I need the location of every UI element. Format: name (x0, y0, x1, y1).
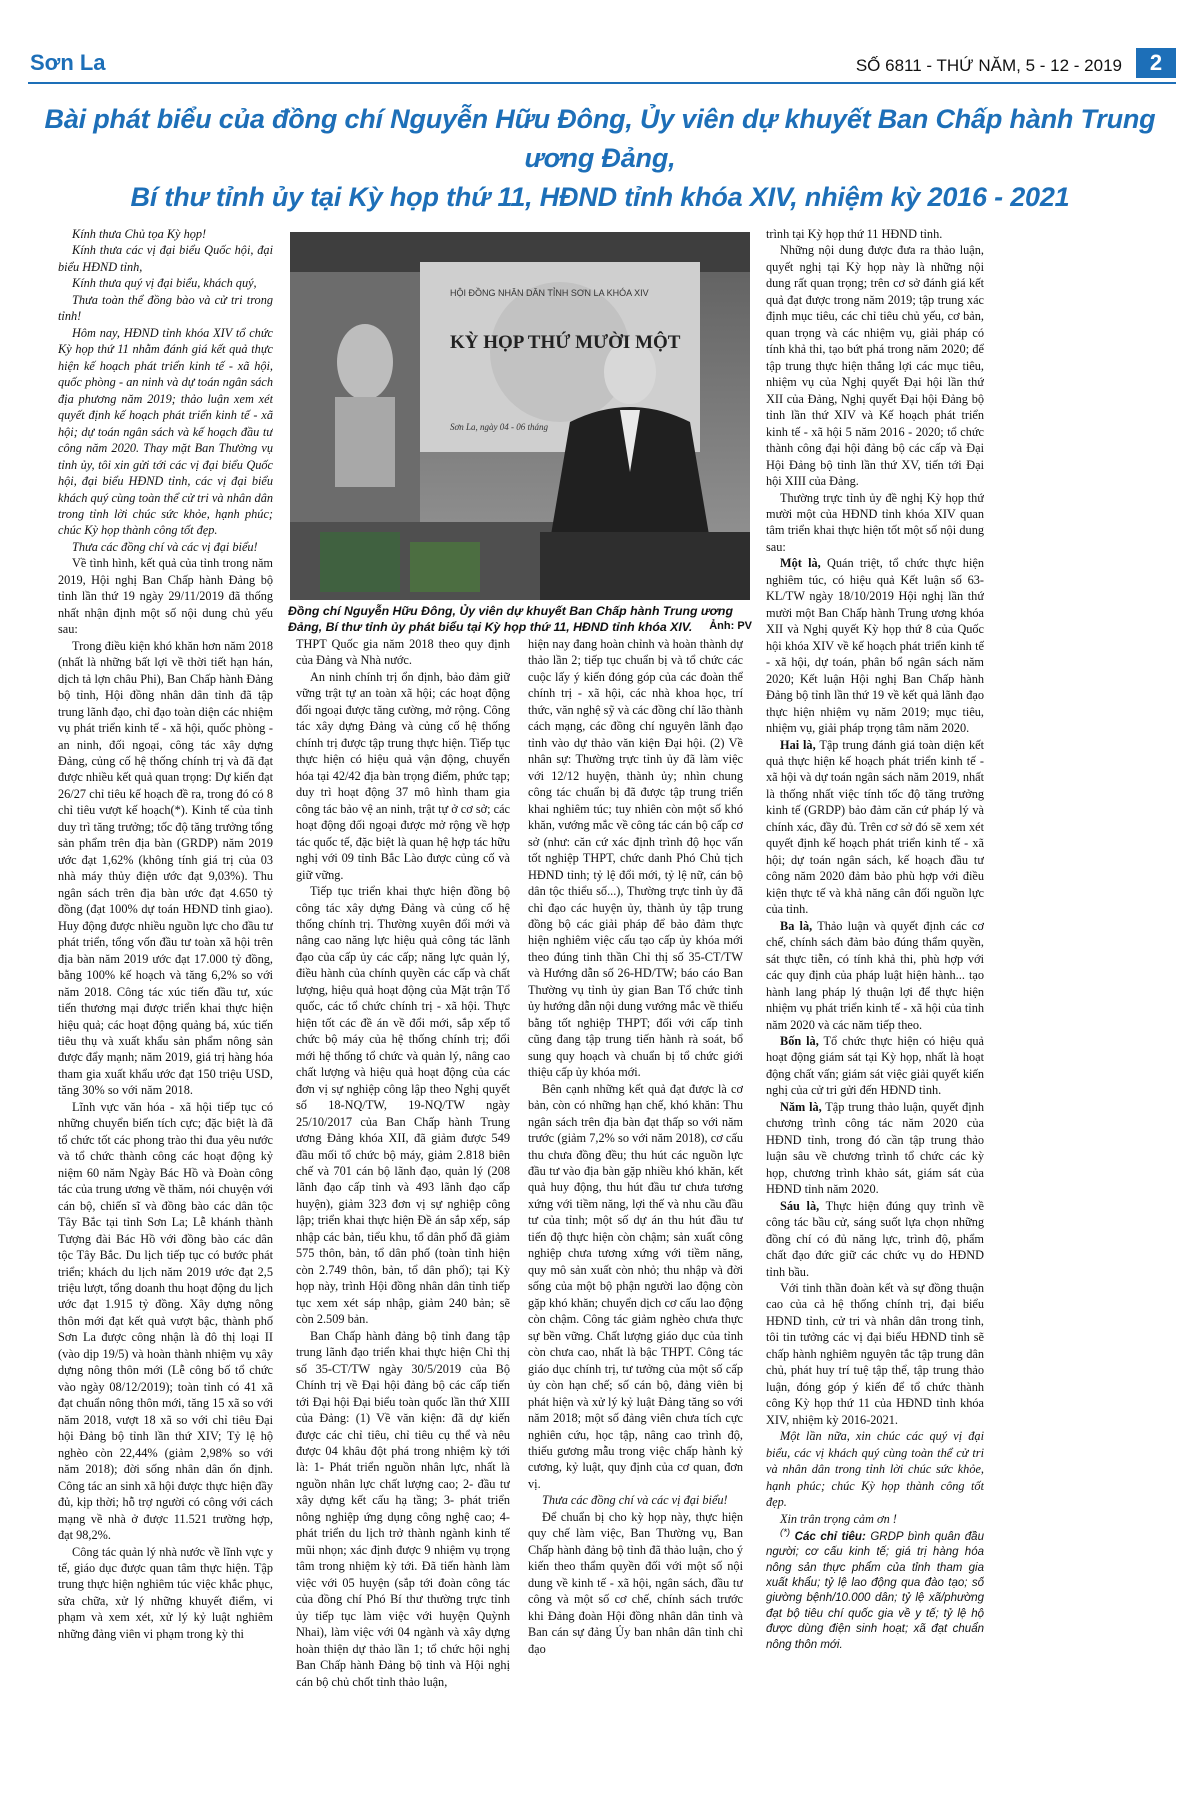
intro-paragraph: Hôm nay, HĐND tỉnh khóa XIV tổ chức Kỳ họp thứ 11 nhằm đánh giá kết quả thực hiện kế hoạch phát triển kinh tế - xã hội, quốc phòng - an ninh và dự toán ngân sách địa phương năm 2019; thảo luận xem xét quyết định kế hoạch phát triển kinh tế - xã hội; dự toán ngân sách và kế hoạch đầu tư công năm 2020. Thay mặt Ban Thường vụ tỉnh ủy, tôi xin gửi tới các vị đại biểu Quốc hội, đại biểu HĐND tỉnh, các vị đại biểu khách quý cùng toàn thể cử tri và nhân dân trong tỉnh lời chúc sức khỏe, hạnh phúc; chúc Kỳ họp thành công tốt đẹp. (58, 325, 273, 538)
column-3 (528, 636, 743, 1754)
paragraph: Thường trực tỉnh ủy đề nghị Kỳ họp thứ mười một của HĐND tỉnh khóa XIV quan tâm triển khai thực hiện tốt một số nội dung sau: (766, 490, 984, 554)
title-line-1: Bài phát biểu của đồng chí Nguyễn Hữu Đông, Ủy viên dự khuyết Ban Chấp hành Trung ương Đảng, (44, 104, 1156, 174)
list-item-2 (766, 737, 984, 918)
header-rule (28, 82, 1176, 84)
list-lead: Ba là, (780, 918, 813, 933)
footnote (766, 1527, 984, 1653)
list-item-3 (766, 918, 984, 1033)
photo-backdrop-line-2: KỲ HỌP THỨ MƯỜI MỘT (450, 332, 681, 353)
list-text: Quán triệt, tổ chức thực hiện nghiêm túc, có hiệu quả Kết luận số 63-KL/TW ngày 18/10/2019 Hội nghị lần thứ mười một Ban Chấp hành Trung ương khóa XII và Nghị quyết Kỳ họp thứ 8 của Quốc hội khóa XIV về kế hoạch phát triển kinh tế - xã hội, dự toán, phân bổ ngân sách năm 2020; Kết luận Hội nghị Ban Chấp hành Đảng bộ tỉnh lần thứ 19 về kết quả lãnh đạo thực hiện nhiệm vụ năm 2019; mục tiêu, nhiệm vụ, giải pháp trọng tâm năm 2020. (766, 556, 984, 736)
article-title (40, 100, 1160, 222)
title-line-2: Bí thư tỉnh ủy tại Kỳ họp thứ 11, HĐND tỉnh khóa XIV, nhiệm kỳ 2016 - 2021 (130, 182, 1070, 213)
column-1 (58, 226, 273, 1752)
issue-line: SỐ 6811 - THỨ NĂM, 5 - 12 - 2019 (855, 56, 1122, 75)
list-text: Tập trung đánh giá toàn diện kết quả thực hiện kế hoạch phát triển kinh tế - xã hội và dự toán ngân sách năm 2019, nhất là thống nhất việc tính tốc độ tăng trưởng kinh tế (GRDP) bảo đảm căn cứ pháp lý và chính xác, đầy đủ. Trên cơ sở đó sẽ xem xét quyết định kế hoạch phát triển kinh tế - xã hội; dự toán ngân sách, kế hoạch đầu tư công năm 2020 đảm bảo phù hợp với điều kiện thực tế và khả năng cân đối nguồn lực của tỉnh. (766, 737, 984, 917)
greeting-5: Thưa các đồng chí và các vị đại biểu! (72, 539, 258, 554)
list-text: Tập trung thảo luận, quyết định chương trình công tác năm 2020 của HĐND tỉnh, trong đó cần tập trung thảo luận sâu về chương trình tổ chức các kỳ họp, chương trình khảo sát, giám sát của HĐND tỉnh năm 2020. (766, 1099, 984, 1197)
list-item-6 (766, 1198, 984, 1280)
paragraph: THPT Quốc gia năm 2018 theo quy định của Đảng và Nhà nước. (296, 637, 510, 668)
greeting-4: Thưa toàn thể đồng bào và cử tri trong tỉnh! (58, 292, 273, 324)
list-lead: Sáu là, (780, 1198, 820, 1213)
list-text: Thực hiện đúng quy trình về công tác bầu cử, sáng suốt lựa chọn những đồng chí có đủ năng lực, trình độ, phẩm chất đạo đức giữ các chức vụ do HĐND tỉnh bầu. (766, 1198, 984, 1279)
list-lead: Một là, (780, 556, 821, 571)
footnote-lead: Các chỉ tiêu: (794, 1530, 866, 1543)
paragraph: Bên cạnh những kết quả đạt được là cơ bản, còn có những hạn chế, khó khăn: Thu ngân sách trên địa bàn đạt thấp so với năm trước (giảm 7,2% so với năm 2018), cơ cấu thu chưa đồng đều; thu hút các nguồn lực đầu tư vào địa bàn gặp nhiều khó khăn, kết quả huy động, thu hút đầu tư chưa tương xứng với tiềm năng, lợi thế và nhu cầu đầu tư của tỉnh; một số dự án thu hút đầu tư tiến độ thực hiện còn chậm; sản xuất công nghiệp chưa tương xứng với tiềm năng, quy mô sản xuất còn nhỏ; thu nhập và đời sống của một bộ phận người lao động còn gặp khó khăn; chuyển dịch cơ cấu lao động còn chậm. Công tác giảm nghèo chưa thực sự bền vững. Chất lượng giáo dục của tỉnh còn chưa cao, nhất là bậc THPT. Công tác giáo dục chính trị, tư tưởng của một số cấp ủy còn hạn chế; số cán bộ, đảng viên bị phát hiện và xử lý kỷ luật Đảng tăng so với năm 2018; một số đảng viên chưa tích cực nghiên cứu, học tập, nâng cao trình độ, thiếu gương mẫu trong việc chấp hành kỷ cương, kỷ luật, quy định của cơ quan, đơn vị. (528, 1081, 743, 1491)
greeting: Thưa các đồng chí và các vị đại biểu! (542, 1493, 728, 1508)
masthead: Sơn La (30, 50, 106, 75)
list-text: Tổ chức thực hiện có hiệu quả hoạt động giám sát tại Kỳ họp, nhất là hoạt động chất vấn; giám sát việc giải quyết kiến nghị của cử tri gửi đến HĐND tỉnh. (766, 1033, 984, 1098)
list-lead: Hai là, (780, 737, 816, 752)
paragraph: hiện nay đang hoàn chỉnh và hoàn thành dự thảo lần 2; tiếp tục chuẩn bị và tổ chức các cuộc lấy ý kiến đóng góp của các đoàn thể chính trị - xã hội, các nhà khoa học, trí thức, văn nghệ sỹ và các đồng chí lão thành cách mạng, các đồng chí nguyên lãnh đạo tỉnh vào dự thảo văn kiện Đại hội. (2) Về nhân sự: Thường trực tỉnh ủy đã làm việc với 12/12 huyện, thành ủy; nhìn chung công tác chuẩn bị đã được tập trung triển khai nghiêm túc; tuy nhiên còn một số khó khăn, vướng mắc về công tác cán bộ cấp cơ sở (như: căn cứ xác định trình độ học vấn tốt nghiệp THPT, chức danh Phó Chủ tịch HĐND tỉnh; tỷ lệ đổi mới, tỷ lệ nữ, cán bộ dân tộc thiểu số...), Thường trực tỉnh ủy đã chỉ đạo các huyện ủy, thành ủy tập trung đồng bộ các giải pháp để bảo đảm thực hiện nghiêm việc cấu tạo cấp ủy khóa mới theo đúng tinh thần Chỉ thị số 35-CT/TW và Hướng dẫn số 26-HD/TW; báo cáo Ban Thường vụ tỉnh ủy gian Ban Tổ chức tỉnh ủy hướng dẫn nội dung vướng mắc về thiếu bằng tốt nghiệp THPT; đối với cấp tỉnh cũng đang tập trung tiến hành rà soát, bổ sung quy hoạch và chuẩn bị tổ chức giới thiệu cấp ủy khóa mới. (528, 637, 743, 1080)
footnote-mark: (*) (780, 1527, 791, 1539)
paragraph: Ban Chấp hành đảng bộ tỉnh đang tập trung lãnh đạo triển khai thực hiện Chỉ thị số 35-CT/TW ngày 30/5/2019 của Bộ Chính trị về Đại hội đảng bộ các cấp tiến tới Đại hội Đại biểu toàn quốc lần thứ XIII của Đảng: (1) Về văn kiện: đã dự kiến được các chỉ tiêu, chỉ tiêu cụ thể và nêu được 04 khâu đột phá trong nhiệm kỳ tới là: 1- Phát triển nguồn nhân lực, nhất là nguồn nhân lực chất lượng cao; 2- đầu tư xây dựng kết cấu hạ tầng; 3- phát triển nông nghiệp ứng dụng công nghệ cao; 4- phát triển du lịch trở thành ngành kinh tế mũi nhọn; xác định được 9 nhiệm vụ trọng tâm trong nhiệm kỳ tới. Đã tiến hành làm việc với 05 huyện (sắp tới đoàn công tác của đồng chí Phó Bí thư thường trực tỉnh ủy tiếp tục làm việc với huyện Quỳnh Nhai), làm việc với 04 ngành và xây dựng hoàn thiện dự thảo lần 1; tổ chức hội nghị Ban Chấp hành Đảng bộ tỉnh và Hội nghị cán bộ chủ chốt tỉnh thảo luận, (296, 1328, 510, 1689)
closing-thanks: Xin trân trọng cảm ơn ! (780, 1511, 897, 1526)
paragraph: Trong điều kiện khó khăn hơn năm 2018 (nhất là những bất lợi về thời tiết hạn hán, dịch tả lợn châu Phi), Ban Chấp hành Đảng bộ tỉnh, Hội đồng nhân dân tỉnh đã tập trung lãnh đạo, chỉ đạo toàn diện các nhiệm vụ phát triển kinh tế - xã hội, quốc phòng - an ninh, đối ngoại, công tác xây dựng Đảng, củng cố hệ thống chính trị và đã đạt được nhiều kết quả quan trọng: Dự kiến đạt 26/27 chỉ tiêu kế hoạch đề ra, trong đó có 8 chỉ tiêu vượt kế hoạch(*). Kinh tế của tỉnh duy trì tăng trưởng; tốc độ tăng trưởng tổng sản phẩm trên địa bàn (GRDP) năm 2019 ước đạt 1,62% (không tính giá trị của 03 nhà máy thủy điện ước đạt 9,03%). Thu ngân sách trên địa bàn ước đạt 4.650 tỷ đồng (đạt 100% dự toán HĐND tỉnh giao). Huy động được nhiều nguồn lực cho đầu tư phát triển, tổng vốn đầu tư toàn xã hội trên địa bàn năm 2019 ước đạt 17.000 tỷ đồng, bằng 100% kế hoạch và tăng 6,2% so với năm 2018. Công tác xúc tiến đầu tư, xúc tiến thương mại được triển khai thực hiện hiệu quả; các hoạt động quảng bá, xúc tiến tiêu thụ và xuất khẩu sản phẩm nông sản được đẩy mạnh; năm 2019, giá trị hàng hóa tham gia xuất khẩu ước đạt 150 triệu USD, tăng 30% so với năm 2018. (58, 638, 273, 1098)
column-4 (766, 226, 984, 1754)
photo-backdrop-line-3: Sơn La, ngày 04 - 06 tháng (450, 422, 549, 432)
paragraph: Để chuẩn bị cho kỳ họp này, thực hiện quy chế làm việc, Ban Thường vụ, Ban Chấp hành đảng bộ tỉnh đã thảo luận, cho ý kiến theo thẩm quyền đối với một số nội dung về kinh tế - xã hội, ngân sách, đầu tư công và một số cơ chế, chính sách trước khi Đảng đoàn Hội đồng nhân dân tỉnh và Ban cán sự đảng Ủy ban nhân dân tỉnh chỉ đạo (528, 1509, 743, 1656)
greeting-1: Kính thưa Chủ tọa Kỳ họp! (72, 227, 207, 241)
list-lead: Bốn là, (780, 1033, 819, 1048)
list-item-1 (766, 555, 984, 736)
paragraph: Công tác quản lý nhà nước về lĩnh vực y tế, giáo dục được quan tâm thực hiện. Tập trung thực hiện nghiêm túc việc khắc phục, sửa chữa, xử lý những khuyết điểm, vi phạm và xem xét, xử lý kỷ luật nghiêm những đảng viên vi phạm trong kỳ thi (58, 1544, 273, 1641)
greeting-3: Kính thưa quý vị đại biểu, khách quý, (72, 276, 257, 291)
list-lead: Năm là, (780, 1099, 822, 1114)
photo-backdrop-line-1: HỘI ĐỒNG NHÂN DÂN TỈNH SƠN LA KHÓA XIV (450, 288, 649, 298)
page-number: 2 (1136, 48, 1176, 78)
page-header (0, 0, 1200, 75)
paragraph: Tiếp tục triển khai thực hiện đồng bộ công tác xây dựng Đảng và củng cố hệ thống chính trị. Thường xuyên đổi mới và nâng cao năng lực hiệu quả công tác lãnh đạo của cấp ủy các cấp; năng lực quản lý, điều hành của chính quyền các cấp và chất lượng, hiệu quả hoạt động của Mặt trận Tổ quốc, các tổ chức chính trị - xã hội. Thực hiện tốt các đề án về đổi mới, sắp xếp tổ chức bộ máy của hệ thống chính trị; đổi mới hệ thống tổ chức và quản lý, nâng cao chất lượng và hiệu quả hoạt động của các đơn vị sự nghiệp công lập theo Nghị quyết số 18-NQ/TW, 19-NQ/TW ngày 25/10/2017 của Ban Chấp hành Trung ương Đảng khóa XII, đã giảm được 549 đầu mối tổ chức bộ máy, giảm 2.818 biên chế và 701 cán bộ lãnh đạo, quản lý (208 lãnh đạo cấp tỉnh và 493 lãnh đạo cấp huyện), giảm 323 đơn vị sự nghiệp công lập; triển khai thực hiện Đề án sắp xếp, sáp nhập các bản, tiểu khu, tổ dân phố đã giảm 575 thôn, bản, tổ dân phố (toàn tỉnh hiện còn 2.749 thôn, bản, tổ dân phố); tại Kỳ họp này, trình Hội đồng nhân dân tỉnh tiếp tục xem xét sáp nhập, giảm 240 bản; sẽ còn 2.509 bản. (296, 884, 510, 1327)
paragraph: Với tinh thần đoàn kết và sự đồng thuận cao của cả hệ thống chính trị, đại biểu HĐND tỉnh, cử tri và nhân dân trong tỉnh, tôi tin tưởng các vị đại biểu HĐND tỉnh sẽ chấp hành nghiêm nguyên tắc tập trung dân chủ, phát huy trí tuệ tập thể, tập trung thảo luận, đóng góp ý kiến để tổ chức thành công Kỳ họp thứ 11 của HĐND tỉnh khóa XIV, nhiệm kỳ 2016-2021. (766, 1281, 984, 1427)
photo-credit: Ảnh: PV (709, 620, 752, 632)
closing-wishes: Một lần nữa, xin chúc các quý vị đại biểu, các vị khách quý cùng toàn thể cử tri và nhân dân trong tỉnh lời chúc sức khỏe, hạnh phúc; chúc Kỳ họp thành công tốt đẹp. (766, 1429, 984, 1510)
paragraph: Lĩnh vực văn hóa - xã hội tiếp tục có những chuyển biến tích cực; đặc biệt là đã tổ chức tốt các phong trào thi đua yêu nước và tổ chức thành công các hoạt động kỷ niệm 60 năm Ngày Bác Hồ và Đoàn công tác của trung ương về thăm, nói chuyện với cán bộ, chiến sĩ và đồng bào các dân tộc Tây Bắc tại tỉnh Sơn La; Lễ khánh thành Tượng đài Bác Hồ với đồng bào các dân tộc Tây Bắc. Du lịch tiếp tục có bước phát triển; khách du lịch năm 2019 ước đạt 2,5 triệu lượt, tổng doanh thu hoạt động du lịch ước đạt 1.915 tỷ đồng. Xây dựng nông thôn mới đạt kết quả vượt bậc, thành phố Sơn La được công nhận là đô thị loại II (vào dịp 19/5) và hoàn thành nhiệm vụ xây dựng nông thôn mới (Lễ công bố tổ chức vào ngày 08/12/2019); toàn tỉnh có 41 xã đạt chuẩn nông thôn mới, tăng 15 xã so với năm 2018, vượt 18 xã so với chỉ tiêu Đại hội Đảng bộ tỉnh lần thứ XIV; Tỷ lệ hộ nghèo còn 22,44% (giảm 2,98% so với năm 2018); đời sống nhân dân ổn định. Công tác an sinh xã hội được thực hiện đầy đủ, kịp thời; hỗ trợ người có công với cách mạng về nhà ở được 11.521 trường hợp, đạt 98,2%. (58, 1099, 273, 1543)
paragraph: trình tại Kỳ họp thứ 11 HĐND tỉnh. (766, 227, 943, 241)
photo-caption: Đồng chí Nguyễn Hữu Đông, Ủy viên dự khuyết Ban Chấp hành Trung ương Đảng, Bí thư tỉnh ủy phát biểu tại Kỳ họp thứ 11, HĐND tỉnh khóa XIV. (288, 604, 733, 634)
paragraph: Những nội dung được đưa ra thảo luận, quyết nghị tại Kỳ họp này là những nội dung rất quan trọng; trên cơ sở đánh giá kết quả đạt được trong năm 2019; tập trung xác định mục tiêu, các chỉ tiêu chủ yếu, cơ bản, quan trọng và các nhiệm vụ, giải pháp có tính khả thi, tạo bứt phá trong năm 2020; để tập trung thực hiện thắng lợi các mục tiêu, nhiệm vụ của Nghị quyết Đại hội lần thứ XII của Đảng, Nghị quyết Đại hội Đảng bộ tỉnh lần thứ XIV và Kế hoạch phát triển kinh tế - xã hội 5 năm 2016 - 2020; tổ chức thành công đại hội đảng bộ các cấp và Đại Hội Đảng bộ tỉnh lần thứ XV, tiến tới Đại hội XIII của Đảng. (766, 243, 984, 489)
list-item-5 (766, 1099, 984, 1198)
greeting-2: Kính thưa các vị đại biểu Quốc hội, đại biểu HĐND tỉnh, (58, 243, 273, 274)
list-item-4 (766, 1033, 984, 1099)
list-text: Thảo luận và quyết định các cơ chế, chính sách đảm bảo đúng thẩm quyền, sát thực tiễn, có tính khả thi, phù hợp với các quy định của pháp luật hiện hành... tạo hành lang pháp lý thuận lợi để thực hiện nhiệm vụ phát triển kinh tế - xã hội của tỉnh năm 2020 và các năm tiếp theo. (766, 918, 984, 1032)
footnote-text: GRDP bình quân đầu người; cơ cấu kinh tế; giá trị hàng hóa nông sản thực phẩm của tỉnh tham gia xuất khẩu; tỷ lệ lao động qua đào tạo; số giường bệnh/10.000 dân; tỷ lệ xã/phường đạt bộ tiêu chí quốc gia về y tế; tỷ lệ hộ được dùng điện sinh hoạt; xã đạt chuẩn nông thôn mới. (766, 1530, 984, 1651)
article-photo (290, 232, 750, 600)
column-2 (296, 636, 510, 1754)
paragraph: Về tình hình, kết quả của tỉnh trong năm 2019, Hội nghị Ban Chấp hành Đảng bộ tỉnh lần thứ 19 ngày 29/11/2019 đã thống nhất nhận định một số nội dung chủ yếu sau: (58, 556, 273, 637)
paragraph: An ninh chính trị ổn định, bảo đảm giữ vững trật tự an toàn xã hội; các hoạt động đối ngoại được tăng cường, mở rộng. Công tác xây dựng Đảng và củng cố hệ thống chính trị được tập trung thực hiện. Tiếp tục thực hiện có hiệu quả vận động, chuyển hóa tại 42/42 địa bàn trọng điểm, phức tạp; duy trì hoạt động 37 mô hình tham gia công tác bảo vệ an ninh, trật tự ở cơ sở; các hoạt động đối ngoại được mở rộng về hợp tác quốc tế, đặc biệt là quan hệ hợp tác hữu nghị với 09 tỉnh Bắc Lào được củng cố và giữ vững. (296, 669, 510, 882)
